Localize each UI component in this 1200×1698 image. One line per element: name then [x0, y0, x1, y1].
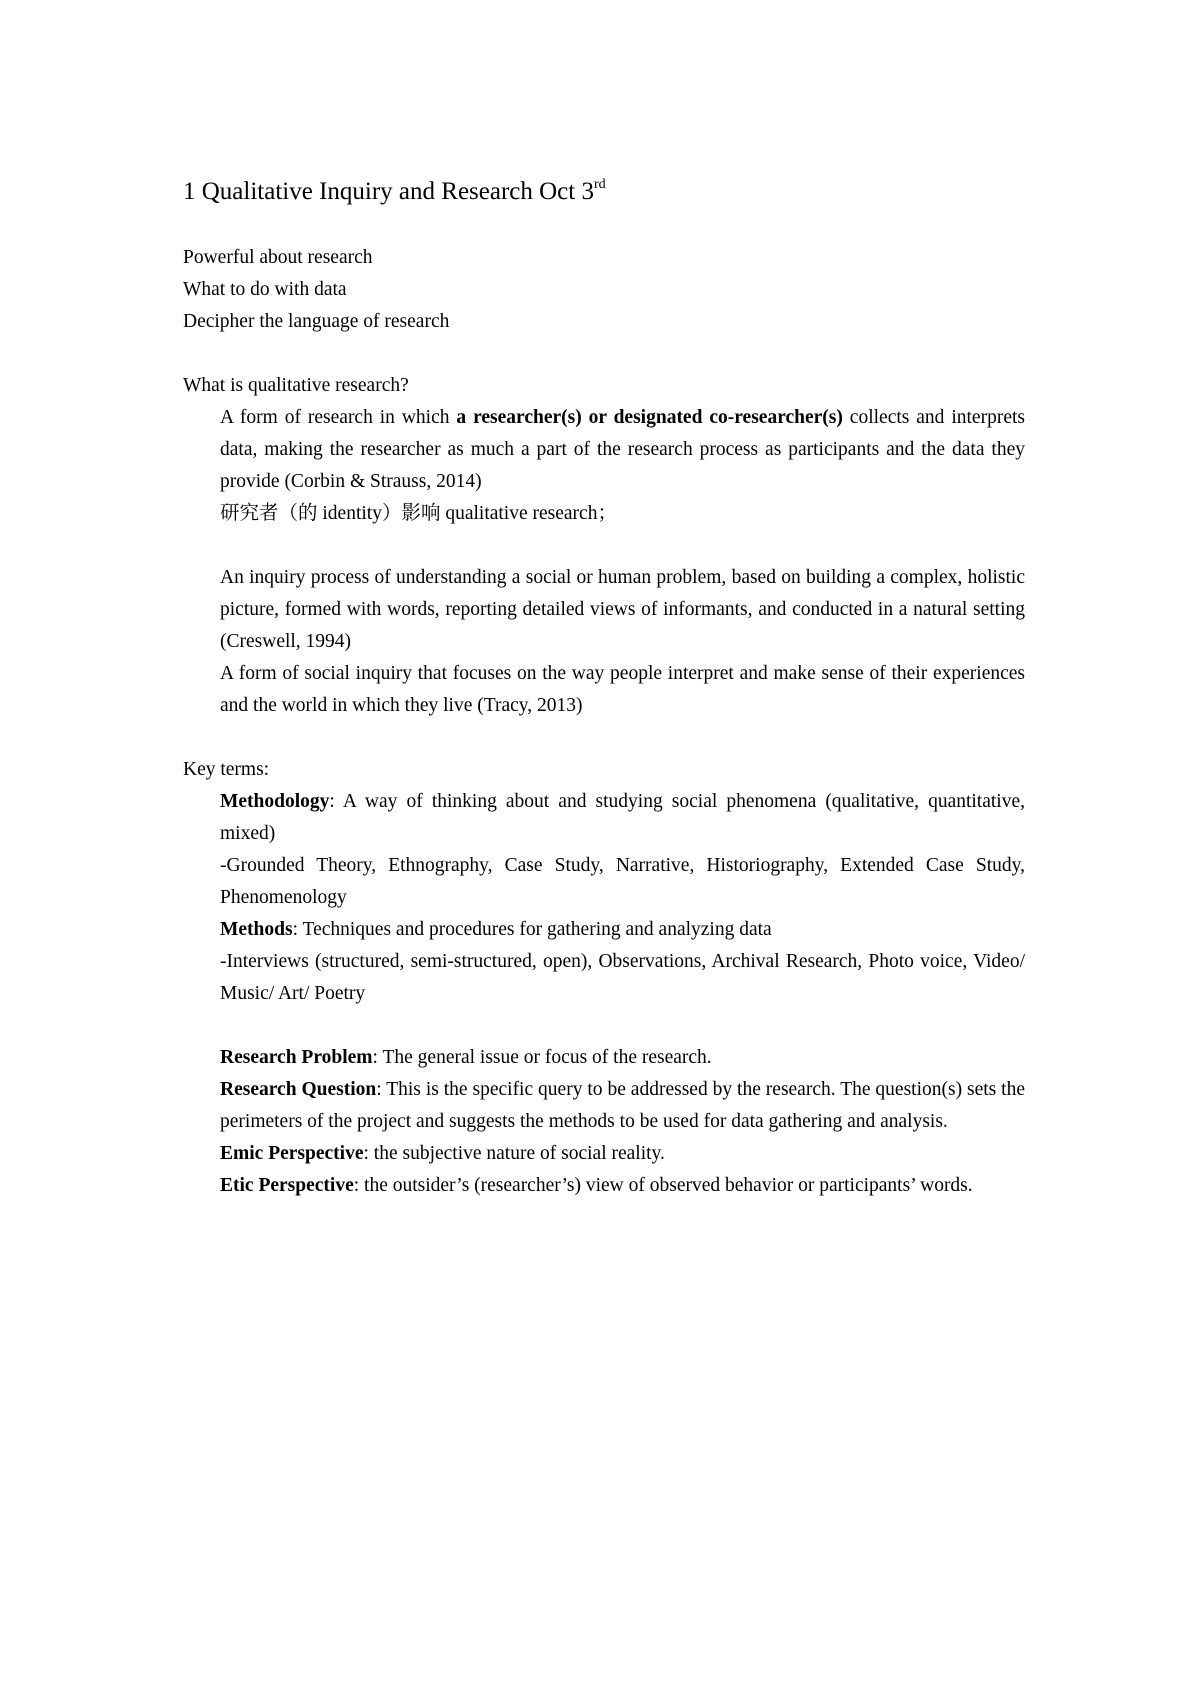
title-text: 1 Qualitative Inquiry and Research Oct 3 — [183, 178, 594, 205]
key-terms-heading: Key terms: — [183, 759, 270, 780]
definition-corbin-strauss — [220, 402, 1025, 498]
question-def: : This is the specific query to be addressed by the research. The question(s) sets the perimeters of the project and suggests the methods to be used for data gathering and analysis. — [220, 1079, 1026, 1132]
emic-def: : the subjective nature of social reality. — [363, 1143, 665, 1164]
methods-def: : Techniques and procedures for gathering and analyzing data — [292, 919, 772, 940]
page-title — [183, 172, 1025, 212]
intro-line-3: Decipher the language of research — [183, 311, 450, 332]
def1-post: collects and interprets data, making the researcher as much a part of the research process as participants and the data they provide (Corbin & Strauss, 2014) — [220, 407, 1025, 492]
etic-def: : the outsider’s (researcher’s) view of observed behavior or participants’ words. — [353, 1175, 973, 1196]
def1-bold: a researcher(s) or designated co-researcher(s) — [456, 407, 843, 428]
document-body — [183, 172, 1025, 1202]
term-research-problem — [220, 1042, 1025, 1074]
problem-def: : The general issue or focus of the research. — [372, 1047, 712, 1068]
term-methodology — [220, 786, 1025, 850]
qualitative-question: What is qualitative research? — [183, 375, 409, 396]
key-terms-list — [183, 786, 1025, 1202]
term-emic — [220, 1138, 1025, 1170]
problem-term: Research Problem — [220, 1047, 373, 1068]
chinese-note: 研究者（的 identity）影响 qualitative research； — [220, 503, 617, 524]
emic-term: Emic Perspective — [220, 1143, 364, 1164]
methodology-examples: -Grounded Theory, Ethnography, Case Study, Narrative, Historiography, Extended Case Study, Phenomenology — [220, 855, 1025, 908]
etic-term: Etic Perspective — [220, 1175, 354, 1196]
intro-line-1: Powerful about research — [183, 247, 373, 268]
definition-tracy: A form of social inquiry that focuses on the way people interpret and make sense of their experiences and the world in which they live (Tracy, 2013) — [220, 663, 1025, 716]
question-term: Research Question — [220, 1079, 377, 1100]
term-research-question — [220, 1074, 1025, 1138]
qualitative-definitions — [183, 402, 1025, 722]
term-methods — [220, 914, 1025, 946]
intro-line-2: What to do with data — [183, 279, 347, 300]
term-etic — [220, 1170, 1025, 1202]
methodology-term: Methodology — [220, 791, 330, 812]
title-superscript: rd — [593, 177, 606, 192]
methodology-def: : A way of thinking about and studying social phenomena (qualitative, quantitative, mixed) — [220, 791, 1025, 844]
methods-examples: -Interviews (structured, semi-structured, open), Observations, Archival Research, Photo voice, Video/ Music/ Art/ Poetry — [220, 951, 1025, 1004]
definition-creswell: An inquiry process of understanding a social or human problem, based on building a complex, holistic picture, formed with words, reporting detailed views of informants, and conducted in a natural setting (Creswell, 1994) — [220, 567, 1025, 652]
def1-pre: A form of research in which — [220, 407, 457, 428]
methods-term: Methods — [220, 919, 293, 940]
